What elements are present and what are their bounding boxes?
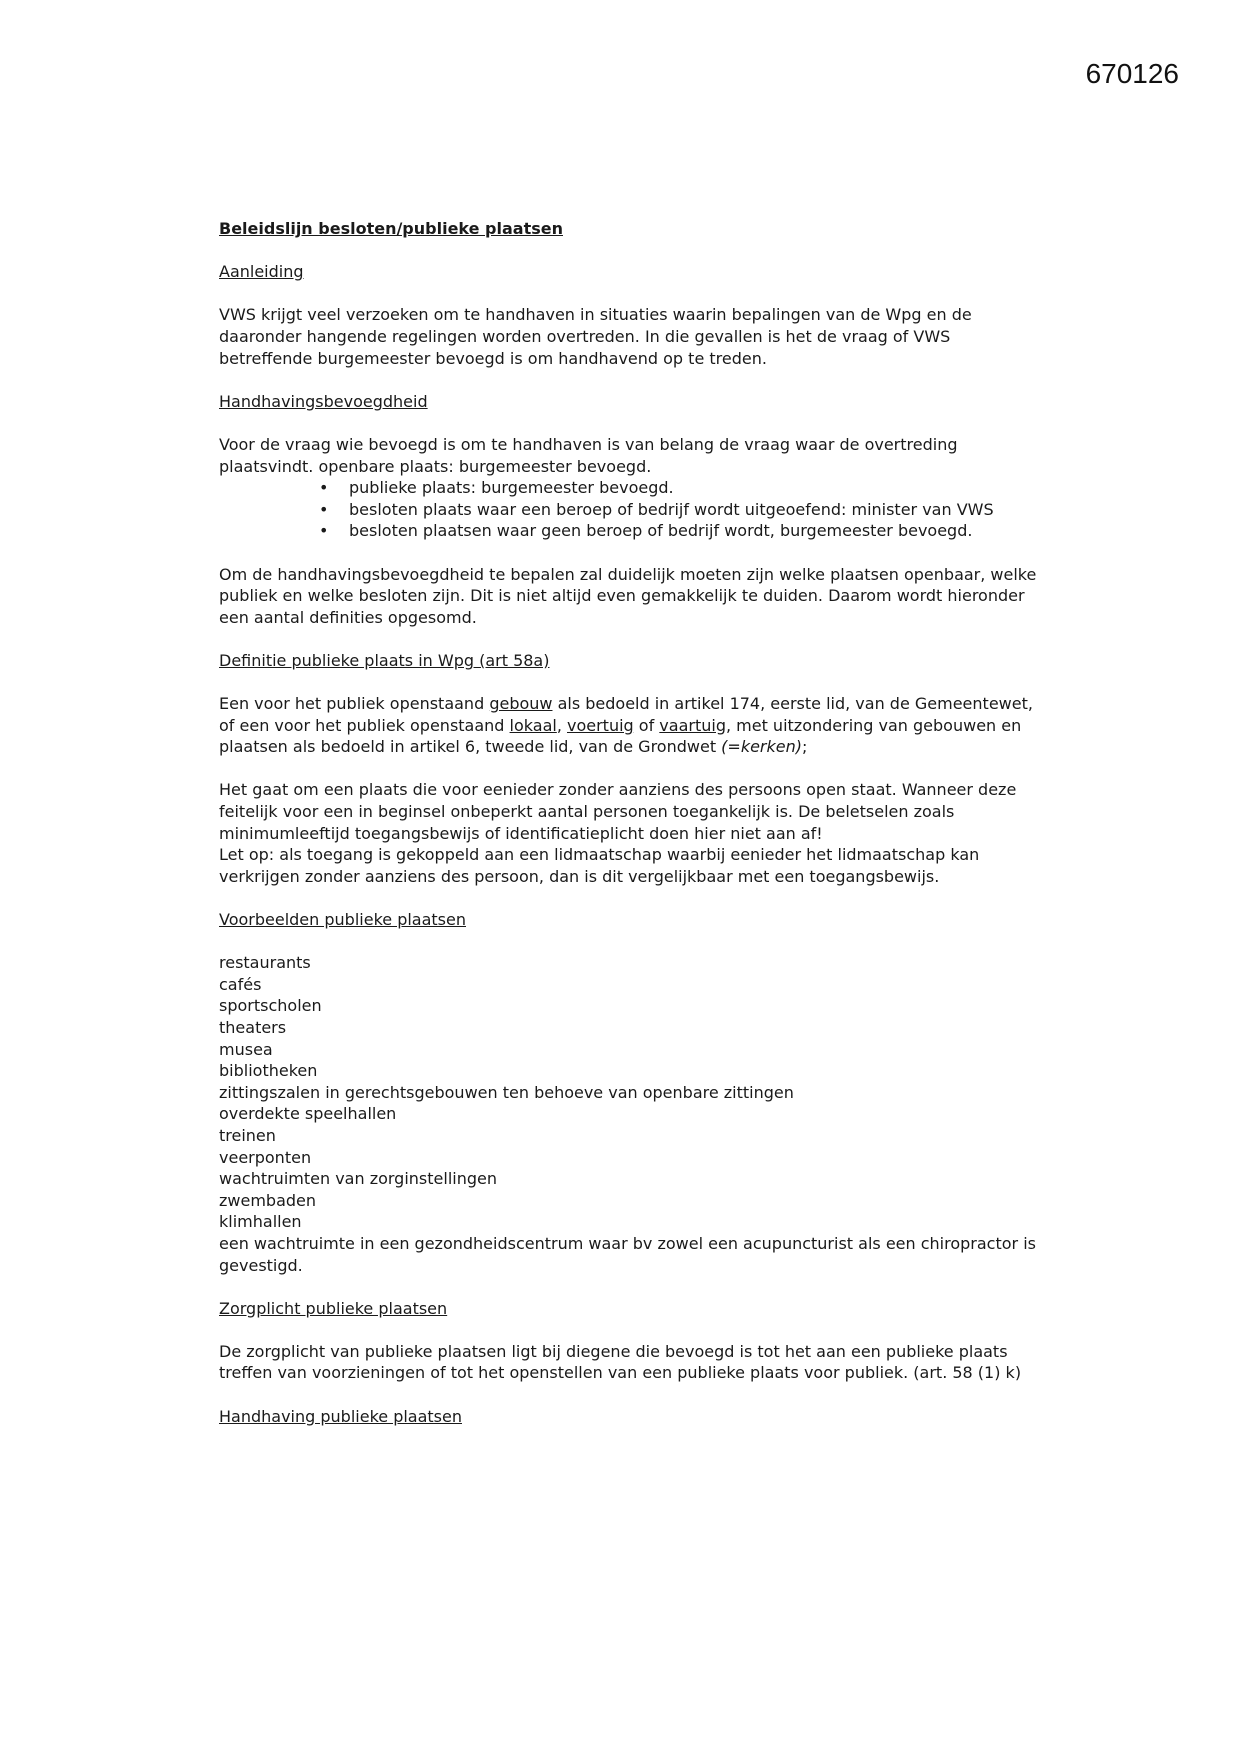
list-item: klimhallen [219, 1212, 302, 1232]
list-item: treinen [219, 1125, 276, 1145]
heading-voorbeelden: Voorbeelden publieke plaatsen [219, 910, 466, 929]
heading-definitie: Definitie publieke plaats in Wpg (art 58a) [219, 650, 550, 670]
list-item: restaurants [219, 953, 311, 973]
list-item: wachtruimten van zorginstellingen [219, 1169, 497, 1189]
bullet-item: • besloten plaats waar een beroep of bedrijf wordt uitgeoefend: minister van VWS [349, 499, 1039, 521]
definitie-text: of [633, 715, 660, 735]
term-lokaal: lokaal [509, 715, 557, 735]
list-item: sportscholen [219, 996, 322, 1016]
definitie-kerken-note: (=kerken) [721, 737, 802, 757]
list-item: zittingszalen in gerechtsgebouwen ten behoeve van openbare zittingen [219, 1082, 794, 1102]
heading-zorgplicht: Zorgplicht publieke plaatsen [219, 1298, 448, 1318]
document-body [219, 218, 1039, 1449]
document-title: Beleidslijn besloten/publieke plaatsen [219, 219, 563, 238]
heading-aanleiding: Aanleiding [219, 262, 304, 282]
definitie-text: ; [802, 737, 808, 757]
bullet-item: • publieke plaats: burgemeester bevoegd. [349, 477, 1039, 499]
bevoegdheid-bullet-list [219, 477, 1039, 542]
paragraph-definitie [219, 693, 1039, 758]
document-number: 670126 [1085, 58, 1179, 89]
definitie-text: Een voor het publiek openstaand [219, 694, 490, 714]
list-item: theaters [219, 1017, 287, 1037]
heading-handhavingsbevoegdheid: Handhavingsbevoegdheid [219, 391, 428, 411]
paragraph-aanleiding: VWS krijgt veel verzoeken om te handhaven in situaties waarin bepalingen van de Wpg en de daaronder hangende regelingen worden overtreden. In die gevallen is het de vraag of VWS betreffende burgemeester bevoegd is om handhavend op te treden. [219, 305, 972, 368]
voorbeelden-list [219, 952, 1039, 1276]
term-gebouw: gebouw [489, 694, 553, 714]
list-item: zwembaden [219, 1190, 317, 1210]
paragraph-let-op: Let op: als toegang is gekoppeld aan een lidmaatschap waarbij eenieder het lidmaatschap kan verkrijgen zonder aanziens des persoon, dan is dit vergelijkbaar met een toegangsbewijs. [219, 845, 980, 886]
paragraph-bevoegdheid-outro: Om de handhavingsbevoegdheid te bepalen zal duidelijk moeten zijn welke plaatsen openbaar, welke publiek en welke besloten zijn. Dit is niet altijd even gemakkelijk te duiden. Daarom wordt hieronder een aantal definities opgesomd. [219, 564, 1037, 627]
list-item: bibliotheken [219, 1061, 318, 1081]
bullet-item: • besloten plaatsen waar geen beroep of bedrijf wordt, burgemeester bevoegd. [349, 520, 1039, 542]
list-item: een wachtruimte in een gezondheidscentrum waar bv zowel een acupuncturist als een chiropractor is gevestigd. [219, 1233, 1036, 1275]
list-item: overdekte speelhallen [219, 1104, 397, 1124]
definitie-text: , [556, 715, 567, 735]
paragraph-zorgplicht: De zorgplicht van publieke plaatsen ligt bij diegene die bevoegd is tot het aan een publieke plaats treffen van voorzieningen of tot het openstellen van een publieke plaats voor publiek. (art. 58 (1) k) [219, 1341, 1022, 1383]
definitie-text: als bedoeld in artikel 174, eerste lid, van de Gemeentewet, of een voor het publiek openstaand [219, 694, 1033, 735]
heading-handhaving: Handhaving publieke plaatsen [219, 1406, 462, 1426]
term-vaartuig: vaartuig [659, 715, 726, 735]
paragraph-definitie-uitleg: Het gaat om een plaats die voor eenieder zonder aanziens des persoons open staat. Wanneer deze feitelijk voor een in beginsel onbeperkt aantal personen toegankelijk is. De beletselen zoals minimumleeftijd toegangsbewijs of identificatieplicht doen hier niet aan af! [219, 780, 1017, 843]
term-voertuig: voertuig [567, 715, 634, 735]
list-item: musea [219, 1039, 273, 1059]
list-item: cafés [219, 974, 262, 994]
paragraph-bevoegdheid-intro: Voor de vraag wie bevoegd is om te handhaven is van belang de vraag waar de overtreding plaatsvindt. openbare plaats: burgemeester bevoegd. [219, 434, 958, 476]
list-item: veerponten [219, 1147, 312, 1167]
definitie-text: , met uitzondering van gebouwen en plaatsen als bedoeld in artikel 6, tweede lid, van de Grondwet [219, 715, 1022, 757]
